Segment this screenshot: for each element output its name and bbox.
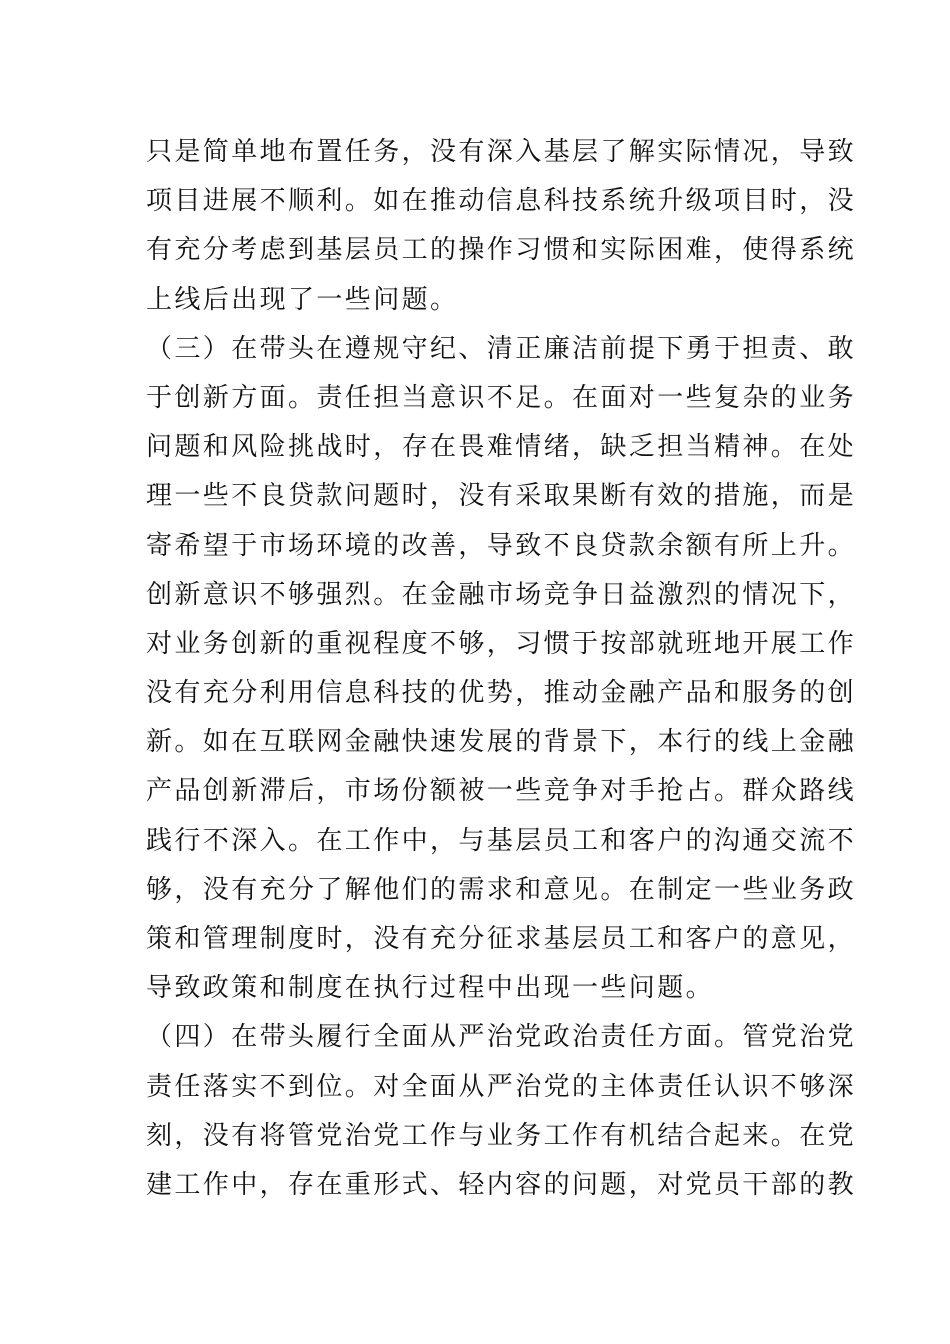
text-line-21: 刻，没有将管党治党工作与业务工作有机结合起来。在党: [146, 1120, 857, 1151]
text-line-4: 上线后出现了一些问题。: [146, 284, 459, 315]
text-line-12: 没有充分利用信息科技的优势，推动金融产品和服务的创: [146, 678, 857, 709]
text-line-16: 够，没有充分了解他们的需求和意见。在制定一些业务政: [146, 874, 857, 905]
text-line-18: 导致政策和制度在执行过程中出现一些问题。: [146, 973, 715, 1004]
text-line-3: 有充分考虑到基层员工的操作习惯和实际困难，使得系统: [146, 235, 857, 266]
body-text: [146, 128, 857, 1210]
text-line-5: （三）在带头在遵规守纪、清正廉洁前提下勇于担责、敢: [146, 333, 857, 364]
text-line-15: 践行不深入。在工作中，与基层员工和客户的沟通交流不: [146, 825, 857, 856]
text-line-14: 产品创新滞后，市场份额被一些竞争对手抢占。群众路线: [146, 776, 857, 807]
text-line-17: 策和管理制度时，没有充分征求基层员工和客户的意见，: [146, 924, 857, 954]
text-line-2: 项目进展不顺利。如在推动信息科技系统升级项目时，没: [146, 186, 857, 217]
text-line-10: 创新意识不够强烈。在金融市场竞争日益激烈的情况下，: [146, 579, 857, 610]
text-line-7: 问题和风险挑战时，存在畏难情绪，缺乏担当精神。在处: [146, 432, 857, 463]
text-line-20: 责任落实不到位。对全面从严治党的主体责任认识不够深: [146, 1071, 857, 1102]
text-line-19: （四）在带头履行全面从严治党政治责任方面。管党治党: [146, 1022, 857, 1053]
text-line-13: 新。如在互联网金融快速发展的背景下，本行的线上金融: [146, 727, 857, 758]
text-line-6: 于创新方面。责任担当意识不足。在面对一些复杂的业务: [146, 382, 857, 413]
text-line-11: 对业务创新的重视程度不够，习惯于按部就班地开展工作: [146, 628, 857, 659]
text-line-22: 建工作中，存在重形式、轻内容的问题，对党员干部的教: [146, 1169, 857, 1200]
text-line-8: 理一些不良贷款问题时，没有采取果断有效的措施，而是: [146, 481, 857, 512]
text-line-9: 寄希望于市场环境的改善，导致不良贷款余额有所上升。: [146, 530, 857, 561]
text-line-1: 只是简单地布置任务，没有深入基层了解实际情况，导致: [146, 137, 857, 167]
